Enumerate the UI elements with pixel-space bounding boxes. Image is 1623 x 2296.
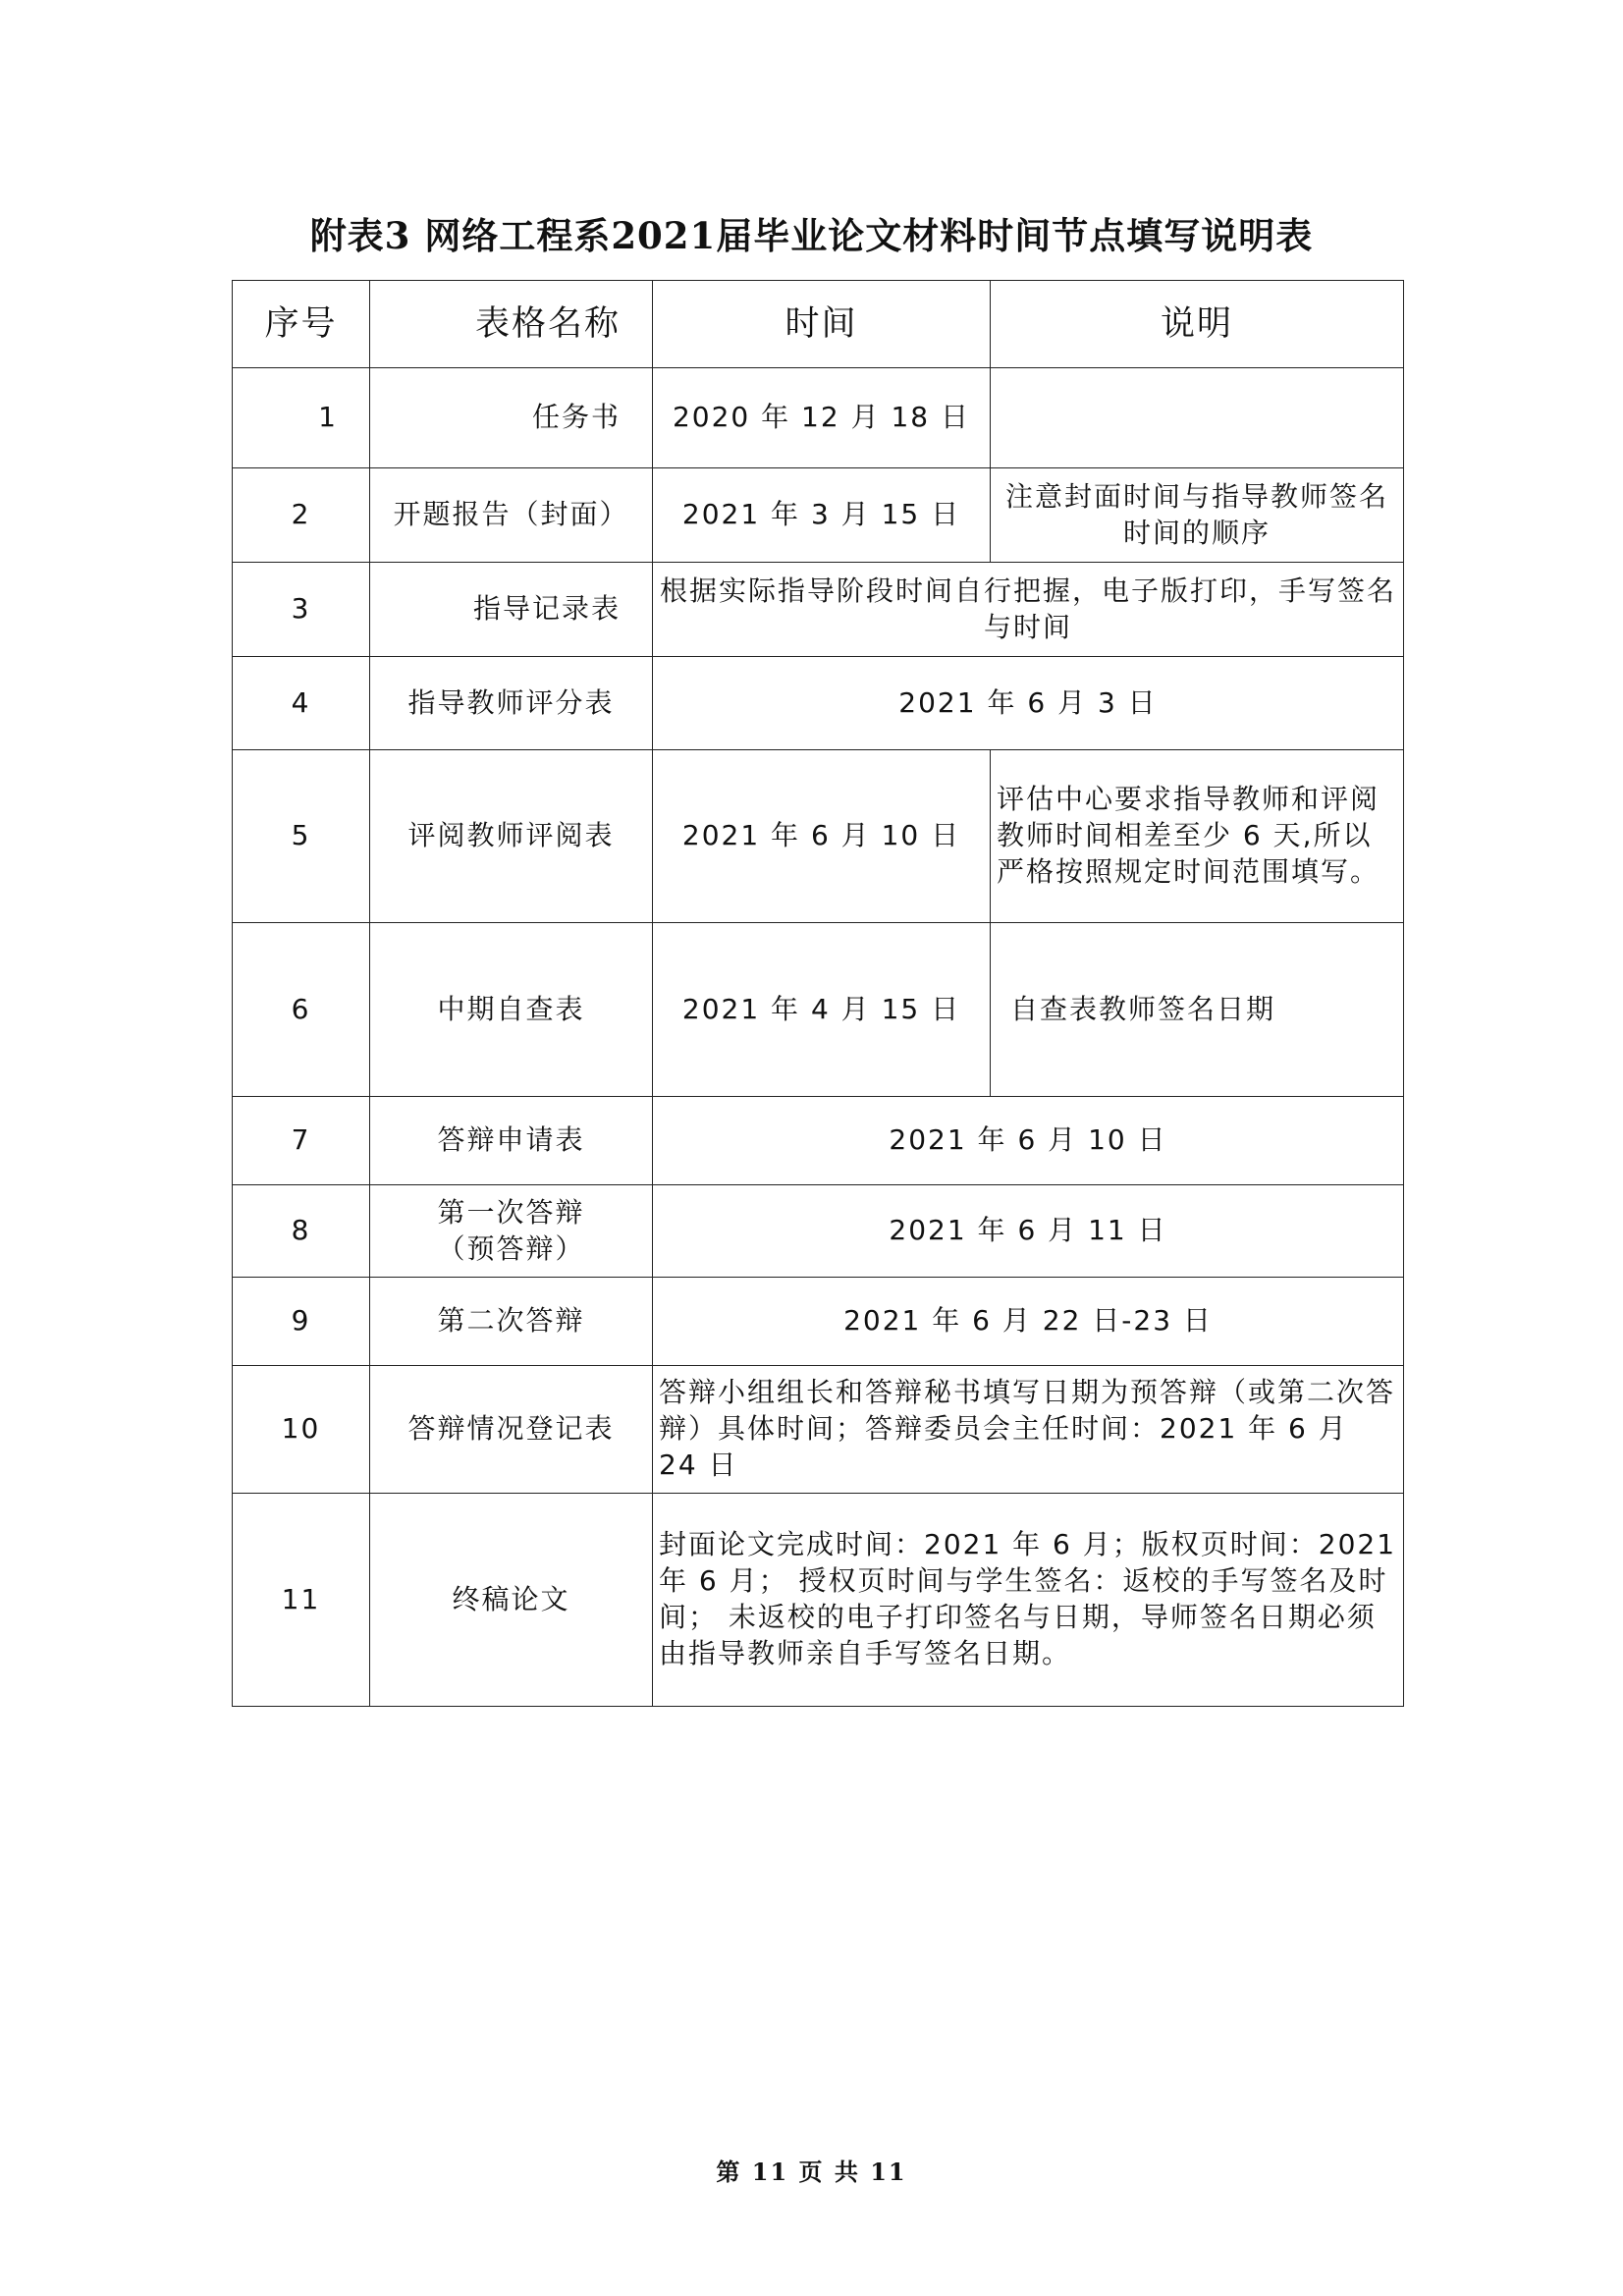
table-row <box>233 368 1404 468</box>
row-name: 答辩申请表 <box>370 1097 653 1185</box>
row-no: 2 <box>233 468 370 563</box>
row-time: 2021 年 3 月 15 日 <box>653 468 991 563</box>
row-note: 自查表教师签名日期 <box>991 923 1404 1097</box>
table-row <box>233 563 1404 657</box>
row-merged: 2021 年 6 月 10 日 <box>653 1097 1404 1185</box>
row-name: 指导记录表 <box>370 563 653 657</box>
row-merged: 根据实际指导阶段时间自行把握，电子版打印，手写签名与时间 <box>653 563 1404 657</box>
timeline-table <box>232 280 1404 1707</box>
row-no: 5 <box>233 750 370 923</box>
table-row <box>233 1097 1404 1185</box>
table-row <box>233 468 1404 563</box>
row-time: 2020 年 12 月 18 日 <box>653 368 991 468</box>
row-no: 6 <box>233 923 370 1097</box>
row-name: 第二次答辩 <box>370 1278 653 1366</box>
row-no: 10 <box>233 1366 370 1494</box>
header-time: 时间 <box>653 281 991 368</box>
row-merged: 2021 年 6 月 22 日-23 日 <box>653 1278 1404 1366</box>
row-name: 终稿论文 <box>370 1494 653 1707</box>
row-name: 开题报告（封面） <box>370 468 653 563</box>
row-note <box>991 368 1404 468</box>
table-header-row <box>233 281 1404 368</box>
row-no: 1 <box>233 368 370 468</box>
row-name: 指导教师评分表 <box>370 657 653 750</box>
row-no: 4 <box>233 657 370 750</box>
row-merged: 2021 年 6 月 11 日 <box>653 1185 1404 1278</box>
row-name: 任务书 <box>370 368 653 468</box>
row-name: 第一次答辩（预答辩） <box>370 1185 653 1278</box>
row-merged: 封面论文完成时间：2021 年 6 月；版权页时间：2021 年 6 月； 授权页时间与学生签名：返校的手写签名及时间； 未返校的电子打印签名与日期，导师签名日期必须 由指导教师亲自手写签名日期。 <box>653 1494 1404 1707</box>
table-row <box>233 750 1404 923</box>
row-time: 2021 年 6 月 10 日 <box>653 750 991 923</box>
row-name: 中期自查表 <box>370 923 653 1097</box>
table-row <box>233 1494 1404 1707</box>
row-no: 9 <box>233 1278 370 1366</box>
header-no: 序号 <box>233 281 370 368</box>
header-name: 表格名称 <box>370 281 653 368</box>
page-title: 附表3 网络工程系2021届毕业论文材料时间节点填写说明表 <box>309 214 1314 257</box>
row-no: 11 <box>233 1494 370 1707</box>
table-row <box>233 923 1404 1097</box>
page-footer: 第 11 页 共 11 <box>716 2158 907 2186</box>
row-time: 2021 年 4 月 15 日 <box>653 923 991 1097</box>
header-note: 说明 <box>991 281 1404 368</box>
table-row <box>233 1185 1404 1278</box>
row-no: 8 <box>233 1185 370 1278</box>
table-row <box>233 1278 1404 1366</box>
row-note: 注意封面时间与指导教师签名时间的顺序 <box>991 468 1404 563</box>
row-name: 评阅教师评阅表 <box>370 750 653 923</box>
row-merged: 2021 年 6 月 3 日 <box>653 657 1404 750</box>
row-merged: 答辩小组组长和答辩秘书填写日期为预答辩（或第二次答辩）具体时间；答辩委员会主任时间：2021 年 6 月 24 日 <box>653 1366 1404 1494</box>
row-name: 答辩情况登记表 <box>370 1366 653 1494</box>
table-row <box>233 657 1404 750</box>
row-no: 7 <box>233 1097 370 1185</box>
row-note: 评估中心要求指导教师和评阅教师时间相差至少 6 天,所以严格按照规定时间范围填写。 <box>991 750 1404 923</box>
table-row <box>233 1366 1404 1494</box>
row-no: 3 <box>233 563 370 657</box>
